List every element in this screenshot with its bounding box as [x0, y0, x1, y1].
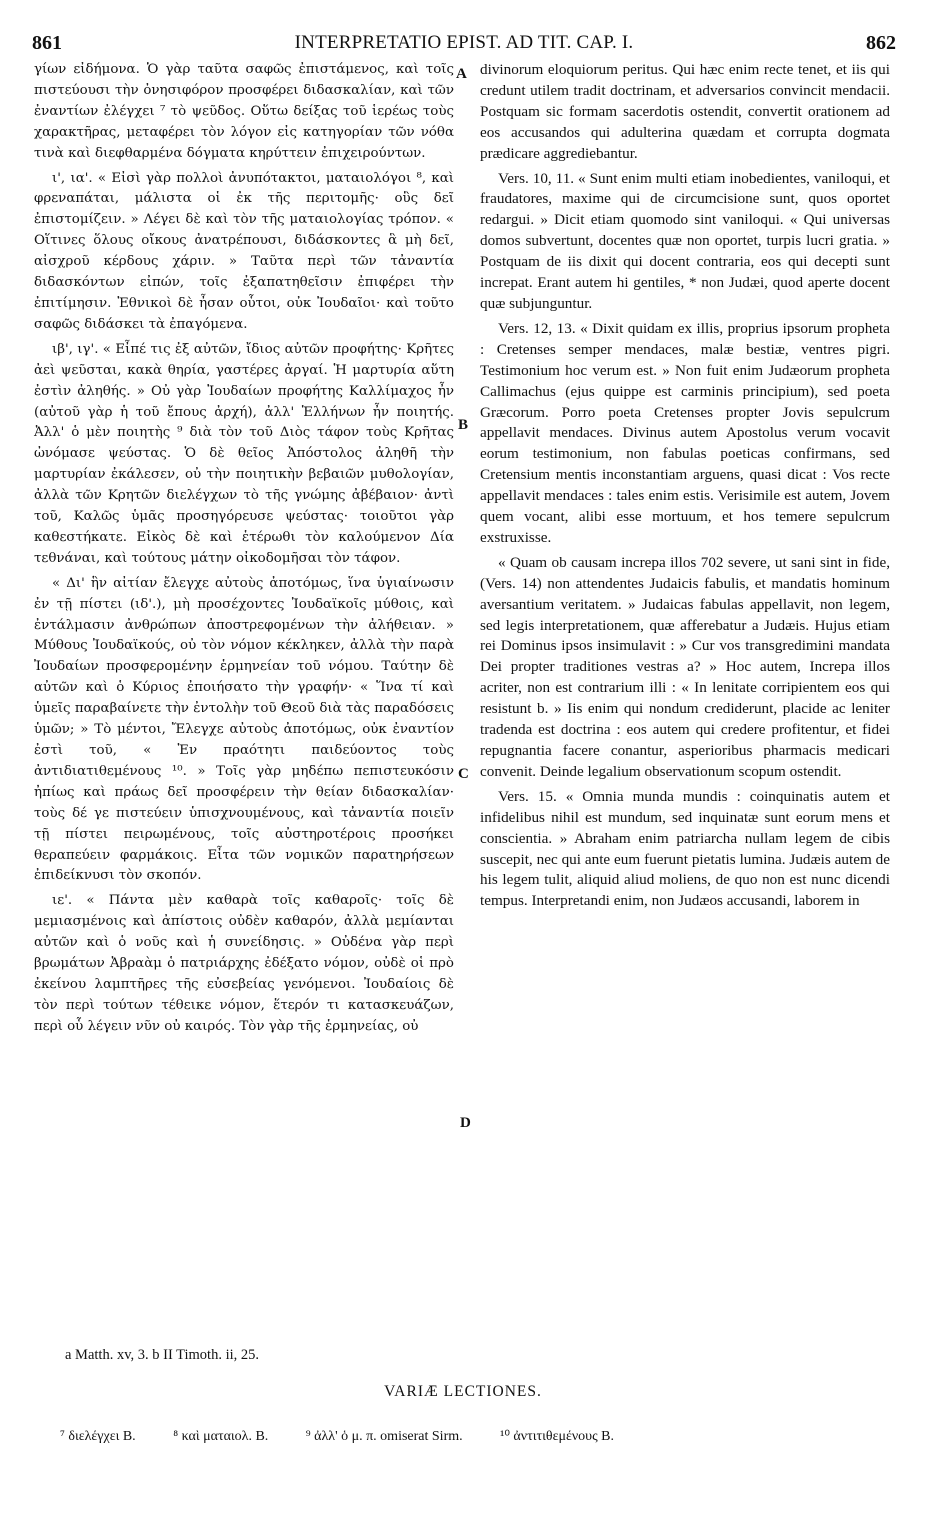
- latin-paragraph: Vers. 15. « Omnia munda mundis : coinquinatis autem et infidelibus nihil est mundum, sed inquinatæ sunt eorum mens et conscientia. » Abraham enim patriarcha nullam legem de cibis suscepit, nec qui ante eum fuerunt pietatis lumina. Judæis autem de his legem tulit, aliquid aliud moliens, de quo non est nunc dicendi tempus. Interpretandi enim, non Judæos accusandi, laborem in: [480, 787, 890, 910]
- left-column-number: 861: [32, 32, 62, 54]
- greek-text-column: [34, 60, 454, 1042]
- greek-paragraph: « Δι' ἣν αἰτίαν ἔλεγχε αὐτοὺς ἀποτόμως, ἵνα ὑγιαίνωσιν ἐν τῇ πίστει (ιδ'.), μὴ προσέχοντες Ἰουδαϊκοῖς μύθοις, καὶ ἐντάλμασιν ἀνθρώπων ἀποστρεφομένων τὴν ἀλήθειαν. » Μύθους Ἰουδαϊκούς, οὐ τὸν νόμον κέκληκεν, ἀλλὰ τὴν παρὰ Ἰουδαίων προσφερομένην ἑρμηνείαν τοῦ νόμου. Ταύτην δὲ αὐτῶν καὶ ὁ Κύριος ἐποιήσατο τὴν γραφήν· « Ἵνα τί καὶ ὑμεῖς παραβαίνετε τὴν ἐντολὴν τοῦ Θεοῦ διὰ τὰς παραδόσεις ὑμῶν; » Τὸ μέντοι, Ἔλεγχε αὐτοὺς ἀποτόμως, οὐκ ἐναντίον ἐστὶ τοῦ, « Ἐν πραότητι παιδεύοντος τοὺς ἀντιδιατιθεμένους ¹⁰. » Τοῖς γὰρ μηδέπω πεπιστευκόσιν ἠπίως καὶ πράως δεῖ προσφέρειν τὴν θείαν διδασκαλίαν· τοὺς δέ γε πιστεύειν ὑπισχνουμένους, καὶ τἀναντία ποιεῖν τῇ πίστει πειρωμένους, τοῖς αὐστηροτέροις προσήκει θεραπεύειν φαρμάκοις. Εἶτα τῶν νομικῶν παρατηρήσεων ἐπιδείκνυσι τὸν σκοπόν.: [34, 575, 454, 884]
- latin-paragraph: « Quam ob causam increpa illos 702 severe, ut sani sint in fide, (Vers. 14) non attendentes Judaicis fabulis, et mandatis hominum aversantium veritatem. » Judaicas fabulas appellavit, non legem, sed legis interpretationem, quæ afferebatur a Judæis. Hujus etiam rei Dominus ipsos insimulavit : » Cur vos transgredimini mandata Dei propter traditiones vestras a? » Hoc autem, Increpa illos acriter, non est contrarium illi : « In lenitate corripientem eos qui resistunt b. » Iis enim qui nondum crediderunt, placide ac leniter tradenda est doctrina : eos autem qui credere profitentur, et fidei repugnantia facere conantur, asperioribus pharmacis medicari convenit. Deinde legalium observationum scopum ostendit.: [480, 553, 890, 780]
- variant-readings: [60, 1428, 648, 1445]
- greek-paragraph: ιβ', ιγ'. « Εἶπέ τις ἐξ αὐτῶν, ἴδιος αὐτῶν προφήτης· Κρῆτες ἀεὶ ψεῦσται, κακὰ θηρία, γαστέρες ἀργαί. Ἡ μαρτυρία αὕτη ἐστὶν ἀληθής. » Οὐ γὰρ Ἰουδαίων προφήτης Καλλίμαχος ἦν (αὐτοῦ γὰρ ἡ τοῦ ἔπους ἀρχή), ἀλλ' Ἑλλήνων ἦν ποιητής. Ἀλλ' ὁ μὲν ποιητὴς ⁹ διὰ τὸν τοῦ Διὸς τάφον τοὺς Κρῆτας ὠνόμασε ψεύστας. Ὁ δὲ θεῖος Ἀπόστολος ἀληθῆ τὴν μαρτυρίαν ἐκάλεσεν, οὐ τὴν ποιητικὴν βεβαιῶν μυθολογίαν, ἀλλὰ τῶν Κρητῶν διελέγχων τὸ τῆς γνώμης ἀβέβαιον· ἀντὶ τοῦ, Καλῶς ὑμᾶς προσηγόρευσε ψεύστας· τοιοῦτοι γὰρ καθεστήκατε. Εἰκὸς δὲ καὶ ἑτέρωθι τὸν καλούμενον Δία τεθνάναι, καὶ τούτους μάτην οἰκοδομῆσαι τὸν τάφον.: [34, 341, 454, 566]
- latin-text-column: [480, 60, 890, 916]
- greek-paragraph: γίων εἰδήμονα. Ὁ γὰρ ταῦτα σαφῶς ἐπιστάμενος, καὶ τοῖς πιστεύουσι τὴν ὀνησιφόρον προσφέρει διδασκαλίαν, καὶ τῶν ἐναντίων ἐλέγχει ⁷ τὸ ψεῦδος. Οὕτω δείξας τοῦ ἱερέως τοὺς χαρακτῆρας, μεταφέρει τὸν λόγον εἰς κατηγορίαν τῶν νόθα τινὰ καὶ διεφθαρμένα δόγματα κηρύττειν ἐπιχειρούντων.: [34, 62, 454, 161]
- running-title: INTERPRETATIO EPIST. AD TIT. CAP. I.: [294, 32, 634, 53]
- greek-paragraph: ι', ια'. « Εἰσὶ γὰρ πολλοὶ ἀνυπότακτοι, ματαιολόγοι ⁸, καὶ φρεναπάται, μάλιστα οἱ ἐκ τῆς περιτομῆς· οὓς δεῖ ἐπιστομίζειν. » Λέγει δὲ καὶ τὸν τῆς ματαιολογίας τρόπον. « Οἵτινες ὅλους οἴκους ἀνατρέπουσι, διδάσκοντες ἃ μὴ δεῖ, αἰσχροῦ κέρδους χάριν. » Ταῦτα περὶ τῶν τἀναντία διδασκόντων εἰπών, τοῖς ἐξαπατηθεῖσιν ἐπιφέρει τὴν ἐπιτίμησιν. Ἐθνικοὶ δὲ ἦσαν οὗτοι, οὐκ Ἰουδαῖοι· καὶ τοῦτο σαφῶς διδάσκει τὰ ἐπαγόμενα.: [34, 170, 454, 332]
- margin-letter-a: A: [456, 66, 467, 82]
- footnote: a Matth. xv, 3. b II Timoth. ii, 25.: [65, 1347, 260, 1363]
- margin-letter-d: D: [460, 1115, 471, 1131]
- latin-paragraph: Vers. 12, 13. « Dixit quidam ex illis, proprius ipsorum propheta : Cretenses semper mendaces, malæ bestiæ, ventres pigri. Testimonium hoc verum est. » Non fuit enim Judæorum propheta Callimachus (ejus quippe est carminis principium), sed poeta Græcorum. Porro poeta Cretenses propter Jovis sepulcrum appellavit mendaces. Divinus autem Apostolus verum vocavit eorum testimonium, non fabulas poeticas confirmans, sed Cretensium mentis inconstantiam arguens, quasi dicat : Vos recte appellavit mendaces : tales enim estis. Verisimile est autem, Jovem quem vocant, alibi esse mortuum, et hos temere sepulcrum exstruxisse.: [480, 319, 890, 546]
- latin-paragraph: divinorum eloquiorum peritus. Qui hæc enim recte tenet, et iis qui credunt utilem tradit doctrinam, et adversarios convincit mendacii. Postquam sic formam sacerdotis ostendit, convertit orationem ad eos accusandos qui adulterina quædam et corrupta dogmata prædicare aggrediebantur.: [480, 61, 890, 162]
- greek-paragraph: ιε'. « Πάντα μὲν καθαρὰ τοῖς καθαροῖς· τοῖς δὲ μεμιασμένοις καὶ ἀπίστοις οὐδὲν καθαρόν, ἀλλὰ μεμίανται αὐτῶν καὶ ὁ νοῦς καὶ ἡ συνείδησις. » Οὐδένα γὰρ περὶ βρωμάτων Ἀβραὰμ ὁ πατριάρχης ἐδέξατο νόμον, οὐδὲ οἱ πρὸ ἐκείνου λαμπτῆρες τῆς εὐσεβείας γενόμενοι. Ἰουδαίοις δὲ τὸν περὶ τούτων τέθεικε νόμον, ἕτερόν τι κατασκευάζων, περὶ οὗ λέγειν νῦν οὐ καιρός. Τὸν γὰρ τῆς ἑρμηνείας, οὐ: [34, 893, 454, 1034]
- variant-reading: ⁹ ἀλλ' ὁ μ. π. omiserat Sirm.: [305, 1429, 463, 1444]
- margin-letter-b: B: [458, 417, 469, 433]
- latin-paragraph: Vers. 10, 11. « Sunt enim multi etiam inobedientes, vaniloqui, et fraudatores, maxime qui de circumcisione sunt, quos oportet redargui. » Dicit etiam quomodo sint vaniloqui. « Qui universas domos subvertunt, docentes quæ non oportet, turpis lucri gratia. » Postquam de iis dixit qui docent contraria, eos qui decepti sunt increpat. Erant autem hi gentiles, * non Judæi, quod aperte docent quæ subjunguntur.: [480, 169, 890, 312]
- variant-reading: ¹⁰ ἀντιτιθεμένους B.: [500, 1429, 614, 1444]
- variae-lectiones-title: VARIÆ LECTIONES.: [384, 1383, 542, 1400]
- variant-reading: ⁸ καὶ ματαιολ. B.: [173, 1429, 269, 1444]
- right-column-number: 862: [866, 32, 896, 54]
- variant-reading: ⁷ διελέγχει B.: [60, 1429, 136, 1444]
- margin-letter-c: C: [458, 766, 469, 782]
- running-header: [32, 32, 896, 60]
